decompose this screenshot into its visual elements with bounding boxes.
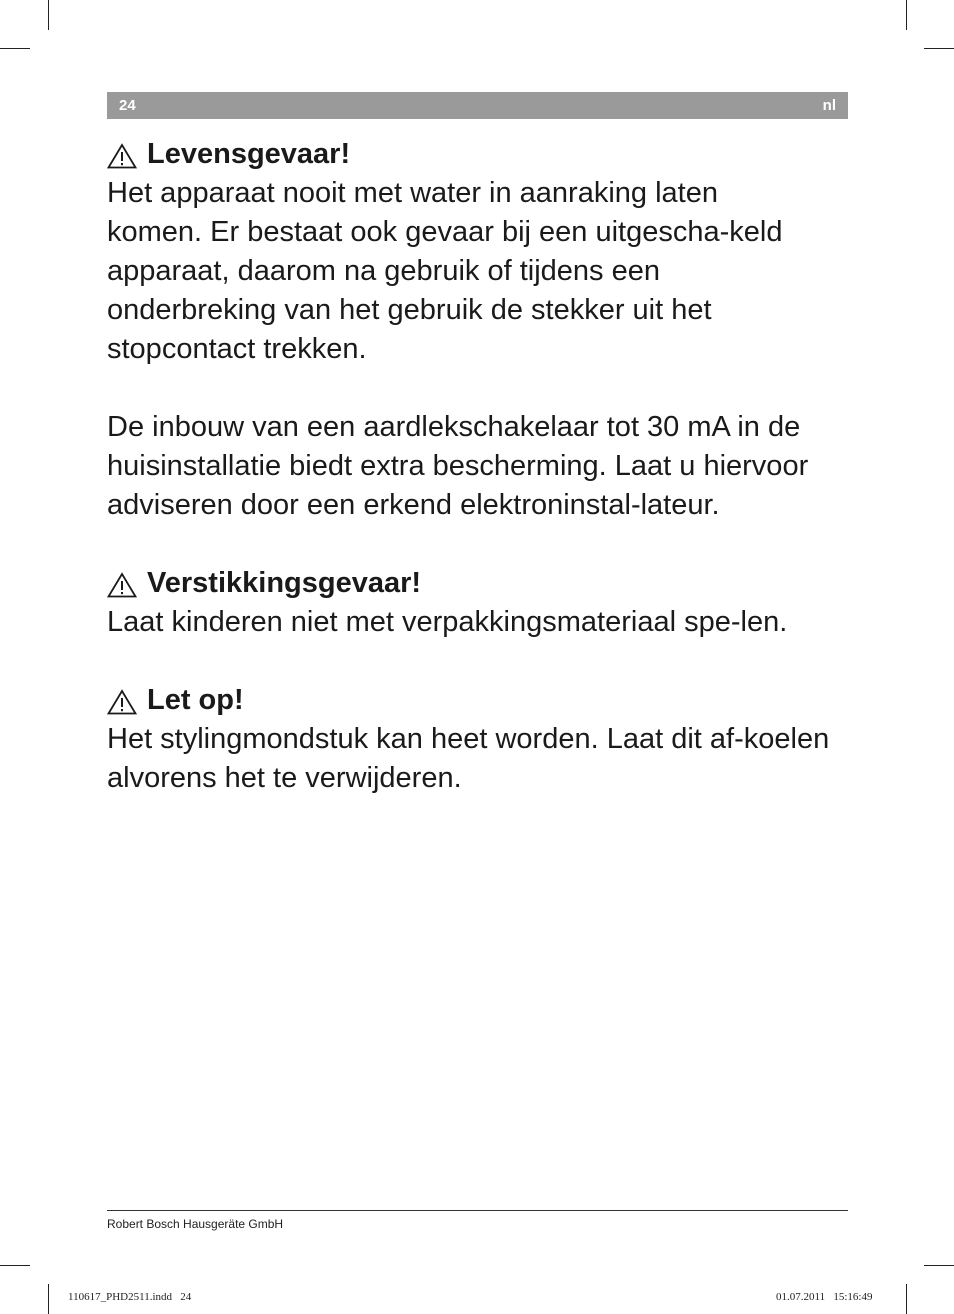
warning-triangle-icon: [107, 564, 139, 603]
crop-mark: [48, 1284, 49, 1314]
crop-mark: [906, 1284, 907, 1314]
crop-mark: [48, 0, 49, 30]
crop-mark: [924, 1265, 954, 1266]
section-caution: [107, 681, 852, 798]
crop-mark: [906, 0, 907, 30]
crop-mark: [924, 48, 954, 49]
safety-content: [107, 135, 852, 798]
footer-divider: [107, 1210, 848, 1211]
section-suffocation-danger: [107, 564, 852, 642]
warning-triangle-icon: [107, 135, 139, 174]
section-rcd-advice: [107, 408, 852, 525]
print-slug-datetime: 01.07.2011 15:16:49: [776, 1291, 873, 1303]
section-body: Laat kinderen niet met verpakkingsmateriaal spe-len.: [107, 606, 788, 638]
section-life-danger: [107, 135, 852, 369]
footer-company: Robert Bosch Hausgeräte GmbH: [107, 1217, 284, 1231]
section-body: Het apparaat nooit met water in aanraking laten komen. Er bestaat ook gevaar bij een uitgescha-keld apparaat, daarom na gebruik of tijdens een onderbreking van het gebruik de stekker uit het stopcontact trekken.: [107, 177, 783, 365]
crop-mark: [0, 1265, 30, 1266]
section-body: Het stylingmondstuk kan heet worden. Laat dit af-koelen alvorens het te verwijderen.: [107, 723, 830, 794]
print-slug-file: 110617_PHD2511.indd 24: [68, 1291, 192, 1303]
crop-mark: [0, 48, 30, 49]
page-header-bar: [107, 92, 848, 119]
section-heading: [107, 681, 852, 720]
language-code: nl: [822, 97, 836, 114]
heading-text: Let op!: [147, 684, 244, 716]
heading-text: Levensgevaar!: [147, 138, 351, 170]
heading-text: Verstikkingsgevaar!: [147, 567, 422, 599]
section-body: De inbouw van een aardlekschakelaar tot 30 mA in de huisinstallatie biedt extra bescherming. Laat u hiervoor adviseren door een erkend elektroninstal-lateur.: [107, 411, 809, 521]
warning-triangle-icon: [107, 681, 139, 720]
section-heading: [107, 564, 852, 603]
page-number: 24: [119, 97, 136, 114]
section-heading: [107, 135, 852, 174]
